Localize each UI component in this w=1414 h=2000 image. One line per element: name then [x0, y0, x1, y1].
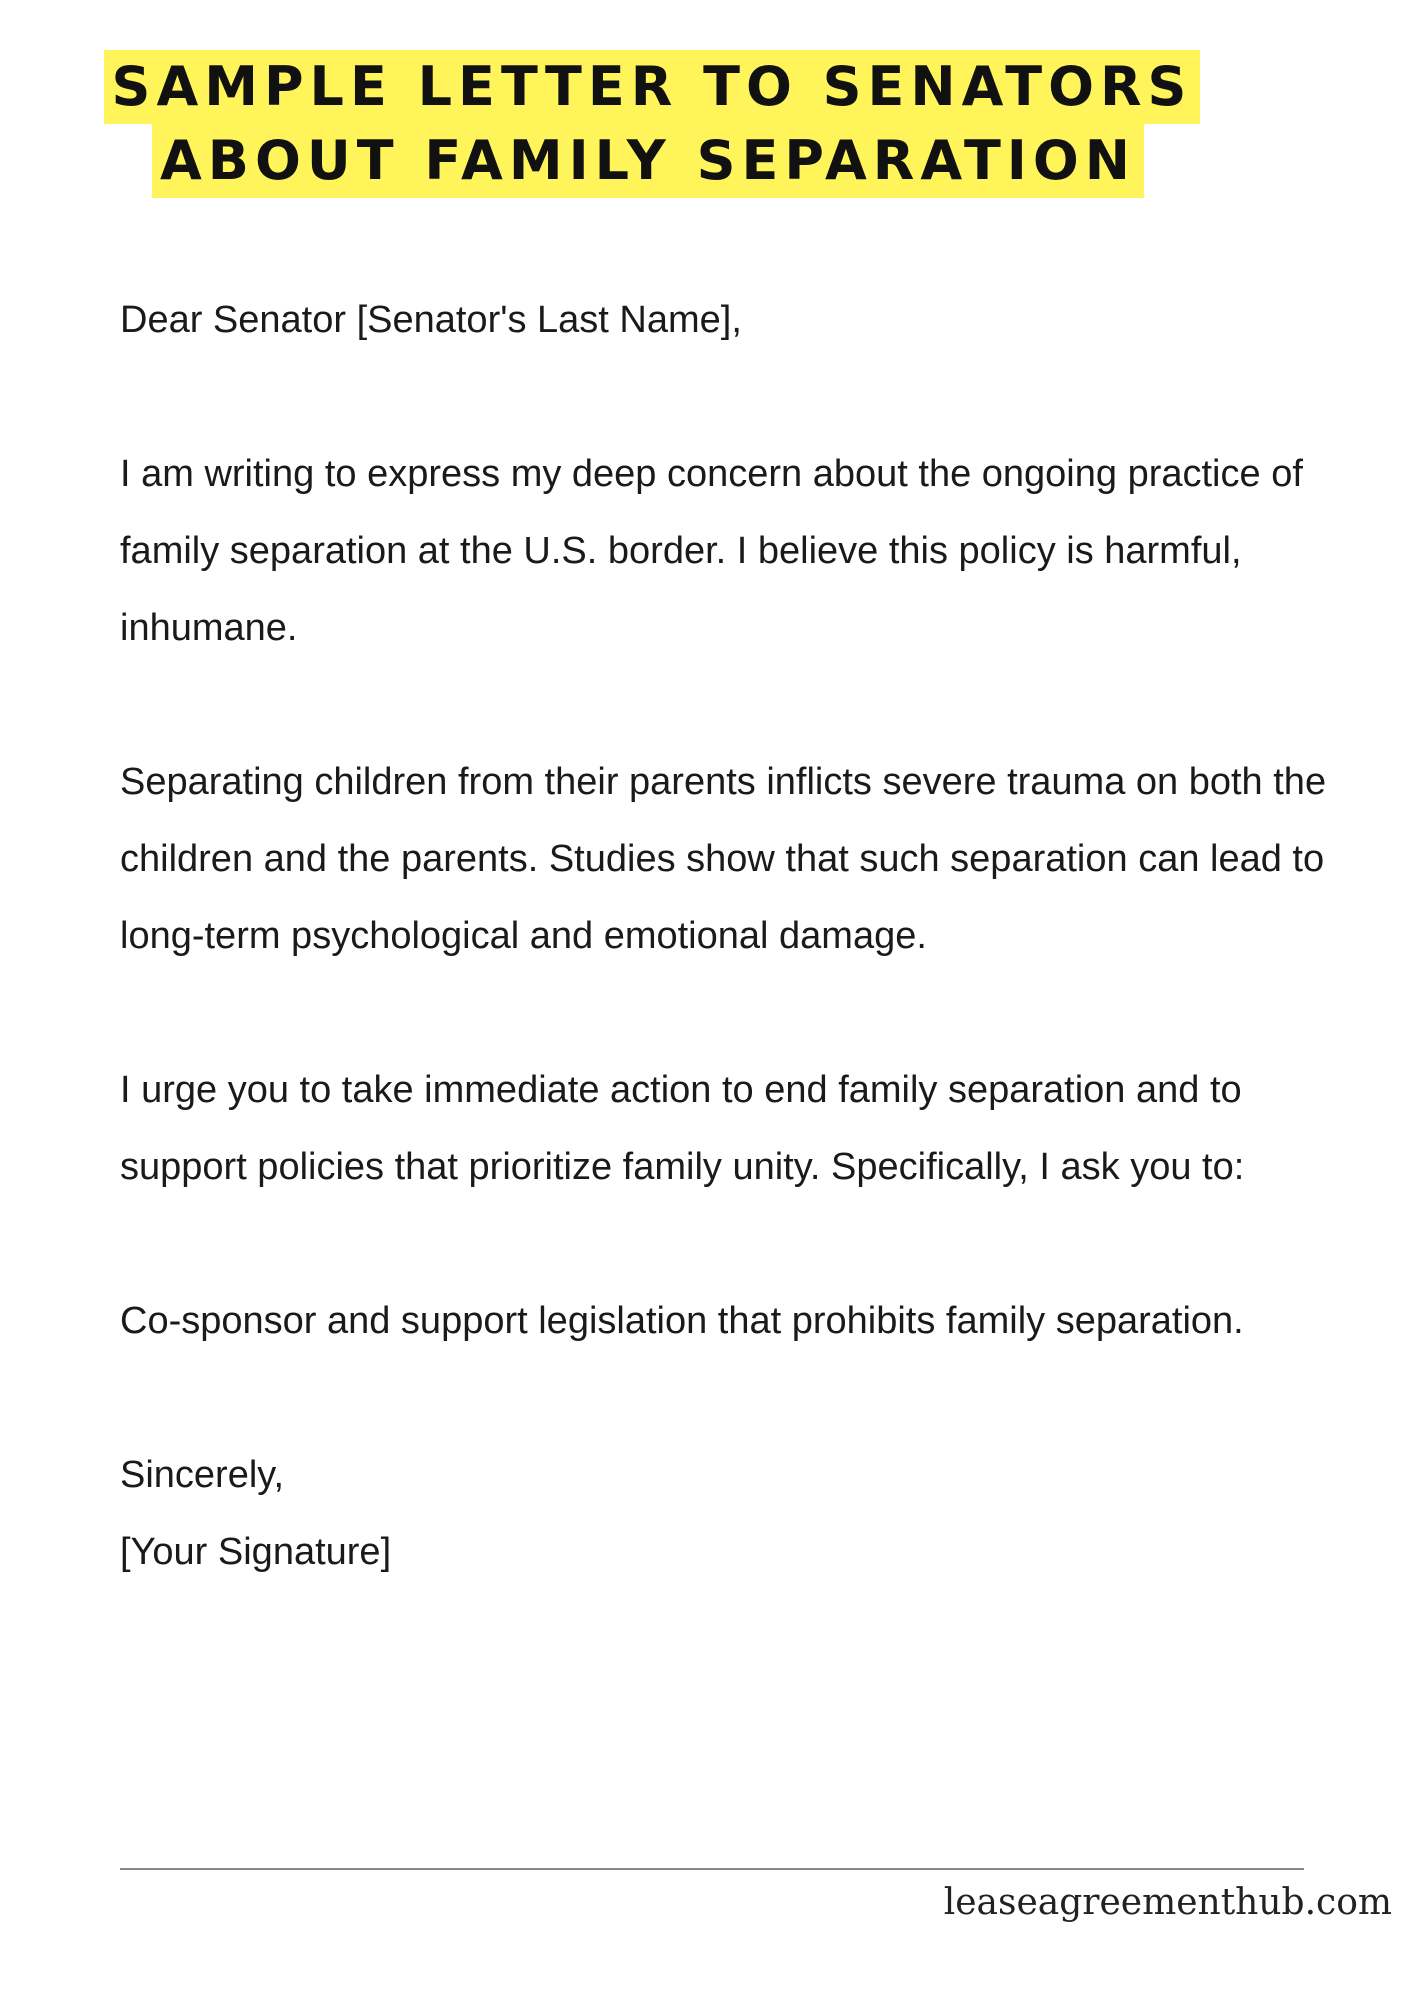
- paragraph-legislation: Co-sponsor and support legislation that prohibits family separation.: [120, 1300, 1244, 1342]
- signature-placeholder: [Your Signature]: [120, 1531, 392, 1573]
- page-title: [0, 50, 1414, 198]
- title-line-2: ABOUT FAMILY SEPARATION: [152, 124, 1144, 198]
- closing: Sincerely,: [120, 1454, 285, 1496]
- salutation: Dear Senator [Senator's Last Name],: [120, 299, 742, 341]
- footer-divider: [120, 1868, 1304, 1870]
- letter-body: [120, 282, 1360, 1591]
- paragraph-trauma: Separating children from their parents inflicts severe trauma on both the children and the parents. Studies show that such separation can lead to long-term psychological and emotional damage.: [120, 761, 1327, 957]
- closing-block: [120, 1437, 1360, 1591]
- website-label: leaseagreementhub.com: [943, 1882, 1392, 1923]
- paragraph-concern: I am writing to express my deep concern about the ongoing practice of family separation at the U.S. border. I believe this policy is harmful, inhumane.: [120, 453, 1303, 649]
- title-line-1: SAMPLE LETTER TO SENATORS: [104, 50, 1201, 124]
- paragraph-request: I urge you to take immediate action to end family separation and to support policies that prioritize family unity. Specifically, I ask you to:: [120, 1069, 1245, 1188]
